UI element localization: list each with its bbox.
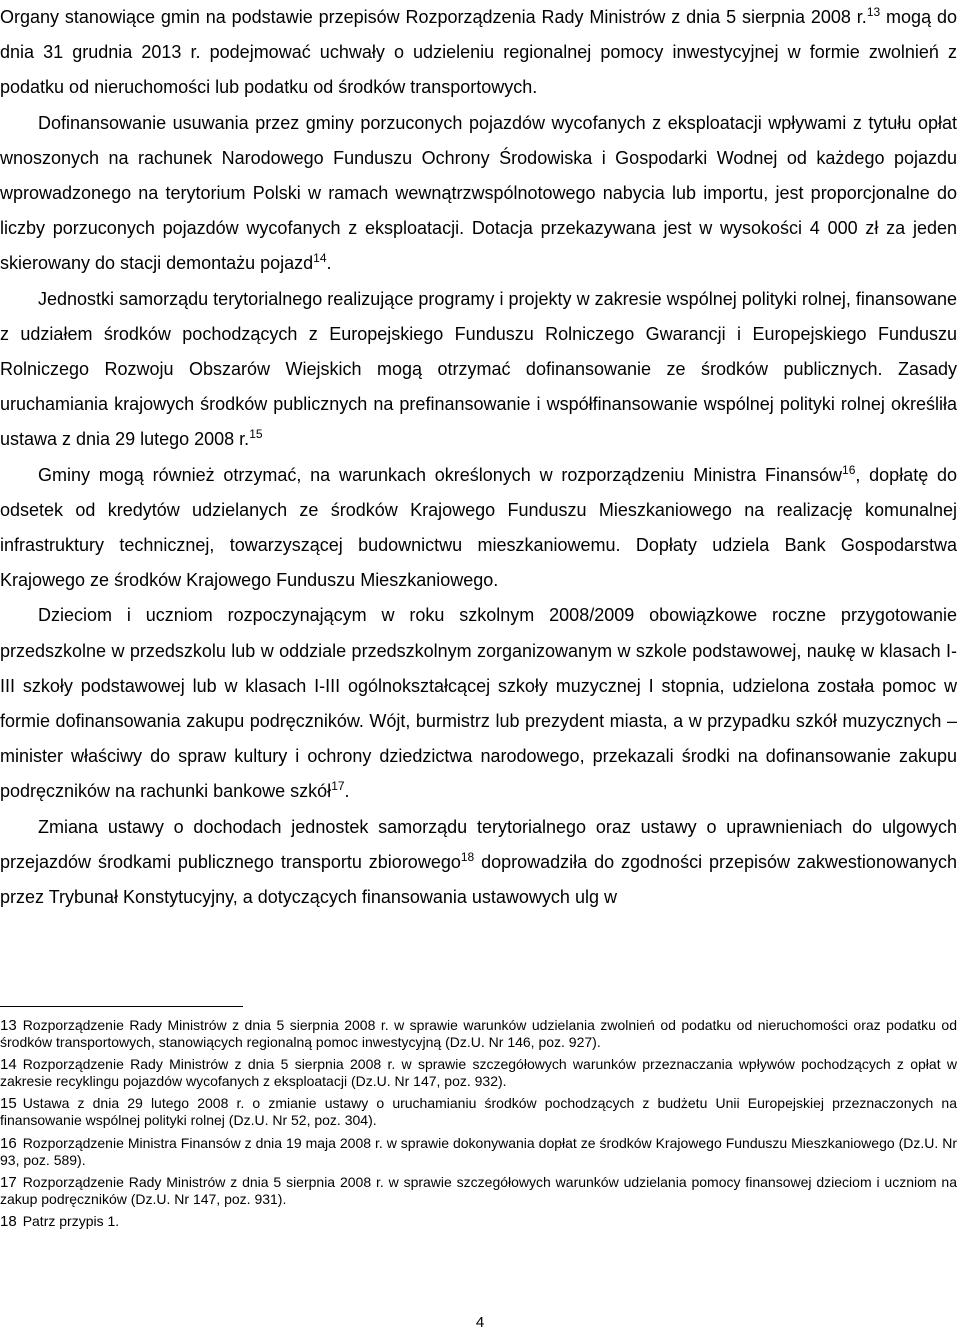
footnote-reference: 17 <box>331 779 345 794</box>
paragraph-text: Zmiana ustawy o dochodach jednostek samorządu terytorialnego oraz ustawy o uprawnieniach do ulgowych przejazdów środkami publicznego transportu zbiorowego <box>0 816 957 872</box>
paragraph-text: Dofinansowanie usuwania przez gminy porzuconych pojazdów wycofanych z eksploatacji wpływami z tytułu opłat wnoszonych na rachunek Narodowego Funduszu Ochrony Środowiska i Gospodarki Wodnej od każdego pojazdu wprowadzonego na terytorium Polski w ramach wewnątrzwspólnotowego nabycia lub importu, jest proporcjonalne do liczby porzuconych pojazdów wycofanych z eksploatacji. Dotacja przekazywana jest w wysokości 4 000 zł za jeden skierowany do stacji demontażu pojazd <box>0 112 957 274</box>
footnote-text: Ustawa z dnia 29 lutego 2008 r. o zmianie ustawy o uruchamianiu środków pochodzących z budżetu Unii Europejskiej przeznaczonych na finansowanie wspólnej polityki rolnej (Dz.U. Nr 52, poz. 304). <box>0 1095 957 1129</box>
footnote-text: Patrz przypis 1. <box>22 1212 120 1229</box>
footnote-reference: 14 <box>313 251 327 266</box>
footnote-text: Rozporządzenie Ministra Finansów z dnia 19 maja 2008 r. w sprawie dokonywania dopłat ze środków Krajowego Funduszu Mieszkaniowego (Dz.U. Nr 93, poz. 589). <box>0 1134 957 1168</box>
footnotes <box>0 1017 957 1236</box>
paragraph-text: . <box>326 253 332 274</box>
footnote-text: Rozporządzenie Rady Ministrów z dnia 5 sierpnia 2008 r. w sprawie warunków udzielania zwolnień od podatku od nieruchomości oraz podatku od środków transportowych, stanowiących regionalną pomoc inwestycyjną (Dz.U. Nr 146, poz. 927). <box>0 1017 957 1050</box>
footnote-number: 13 <box>0 1017 17 1034</box>
paragraph-text: , dopłatę do odsetek od kredytów udzielanych ze środków Krajowego Funduszu Mieszkaniowego na realizację komunalnej infrastruktury technicznej, towarzyszącej budownictwu mieszkaniowemu. Dopłaty udziela Bank Gospodarstwa Krajowego ze środków Krajowego Funduszu Mieszkaniowego. <box>0 464 958 591</box>
paragraph <box>0 598 957 809</box>
footnote-text: Rozporządzenie Rady Ministrów z dnia 5 sierpnia 2008 r. w sprawie szczegółowych warunków udzielania pomocy finansowej dzieciom i uczniom na zakup podręczników (Dz.U. Nr 147, poz. 931). <box>0 1173 957 1207</box>
footnote-number: 16 <box>0 1134 17 1152</box>
footnote <box>0 1174 957 1207</box>
footnote-number: 17 <box>0 1173 17 1191</box>
paragraph <box>0 0 957 106</box>
paragraph <box>0 458 957 599</box>
paragraph-text: doprowadziła do zgodności przepisów zakwestionowanych przez Trybunał Konstytucyjny, a dotyczących finansowania ustawowych ulg w <box>0 851 957 908</box>
footnote-reference: 13 <box>866 5 881 19</box>
footnote-text: Rozporządzenie Rady Ministrów z dnia 5 sierpnia 2008 r. w sprawie szczegółowych warunków przeznaczania wpływów pochodzących z opłat w zakresie recyklingu pojazdów wycofanych z eksploatacji (Dz.U. Nr 147, poz. 932). <box>0 1056 957 1090</box>
paragraph <box>0 810 957 916</box>
footnote-reference: 15 <box>249 427 263 442</box>
footnote-reference: 18 <box>460 849 475 864</box>
paragraph-text: . <box>344 781 350 802</box>
paragraph-text: Jednostki samorządu terytorialnego realizujące programy i projekty w zakresie wspólnej polityki rolnej, finansowane z udziałem środków pochodzących z Europejskiego Funduszu Rolniczego Gwarancji i Europejskiego Funduszu Rolniczego Rozwoju Obszarów Wiejskich mogą otrzymać dofinansowanie ze środków publicznych. Zasady uruchamiania krajowych środków publicznych na prefinansowanie i współfinansowanie wspólnej polityki rolnej określiła ustawa z dnia 29 lutego 2008 r. <box>0 288 957 450</box>
footnote-number: 18 <box>0 1212 17 1230</box>
paragraph <box>0 282 957 458</box>
paragraph-text: Gminy mogą również otrzymać, na warunkach określonych w rozporządzeniu Ministra Finansów <box>38 464 843 485</box>
footnote <box>0 1095 957 1128</box>
footnote-reference: 16 <box>842 462 856 477</box>
footnote-separator <box>0 1006 243 1007</box>
paragraph-text: mogą do dnia 31 grudnia 2013 r. podejmować uchwały o udzieleniu regionalnej pomocy inwestycyjnej w formie zwolnień z podatku od nieruchomości lub podatku od środków transportowych. <box>0 7 957 98</box>
footnote-number: 14 <box>0 1056 17 1074</box>
paragraph-text: Dzieciom i uczniom rozpoczynającym w roku szkolnym 2008/2009 obowiązkowe roczne przygotowanie przedszkolne w przedszkolu lub w oddziale przedszkolnym zorganizowanym w szkole podstawowej, naukę w klasach I-III szkoły podstawowej lub w klasach I-III ogólnokształcącej szkoły muzycznej I stopnia, udzielona została pomoc w formie dofinansowania zakupu podręczników. Wójt, burmistrz lub prezydent miasta, a w przypadku szkół muzycznych – minister właściwy do spraw kultury i ochrony dziedzictwa narodowego, przekazali środki na dofinansowanie zakupu podręczników na rachunki bankowe szkół <box>0 605 957 802</box>
paragraph-text: Organy stanowiące gmin na podstawie przepisów Rozporządzenia Rady Ministrów z dnia 5 sierpnia 2008 r. <box>0 7 867 27</box>
footnote <box>0 1017 957 1050</box>
footnote <box>0 1056 957 1089</box>
footnote-number: 15 <box>0 1095 17 1113</box>
footnote <box>0 1213 957 1230</box>
footnote <box>0 1135 957 1168</box>
page-number: 4 <box>475 1314 485 1331</box>
paragraph <box>0 106 957 282</box>
